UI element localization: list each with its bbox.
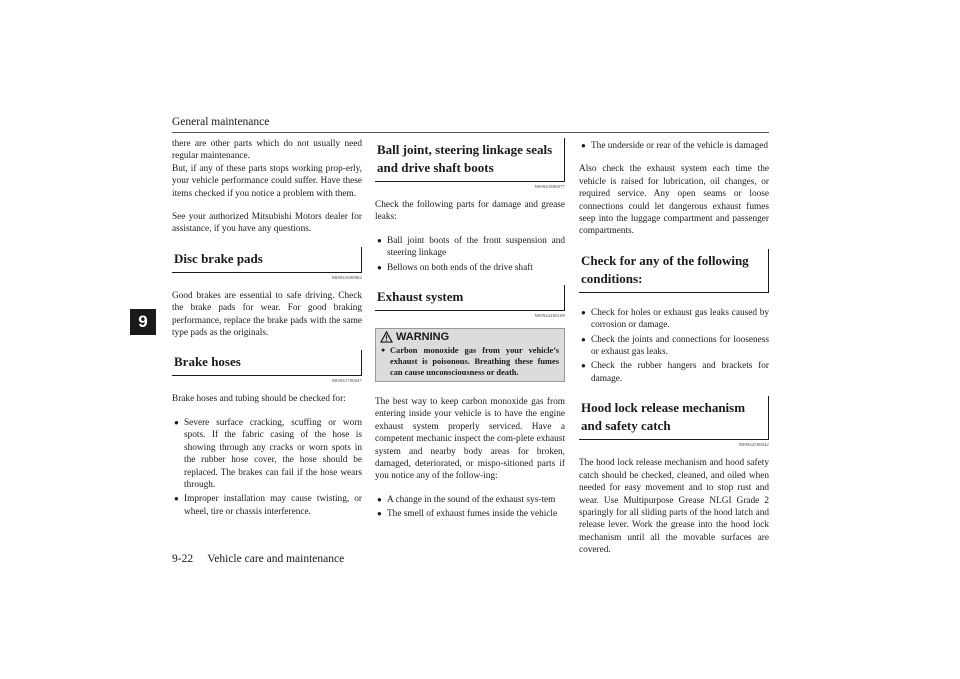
warning-box <box>375 328 565 382</box>
ball-joint-heading: Ball joint, steering linkage seals and drive shaft boots <box>375 138 565 182</box>
list-item: ● A change in the sound of the exhaust sys-tem <box>375 494 565 506</box>
exhaust-system-heading: Exhaust system <box>375 285 565 311</box>
disc-brake-pads-heading: Disc brake pads <box>172 247 362 273</box>
check-conditions-heading: Check for any of the following conditions: <box>579 249 769 293</box>
column-3 <box>579 138 769 568</box>
column-1 <box>172 138 362 529</box>
list-item: ● The smell of exhaust fumes inside the vehicle <box>375 508 565 520</box>
list-item: ● Severe surface cracking, scuffing or worn spots. If the fabric casing of the hose is showing through any cracks or worn spots in the rubber hose cover, the hose should be replaced. The brakes can fail if the hose wears through. <box>172 417 362 491</box>
intro-paragraph-2: But, if any of these parts stops working prop-erly, your vehicle performance could suffer. Have these items checked if you notice a problem with them. <box>172 163 362 199</box>
warning-triangle-icon <box>380 331 393 343</box>
disc-brake-pads-code: N00941600062 <box>331 274 362 280</box>
page-footer: 9-22 Vehicle care and maintenance <box>172 553 345 565</box>
warning-text: ● Carbon monoxide gas from your vehicle’s exhaust is poisonous. Breathing these fumes can cause unconsciousness or death. <box>376 345 564 378</box>
exhaust-system-list <box>375 494 565 521</box>
brake-hoses-list <box>172 417 362 518</box>
disc-brake-pads-text: Good brakes are essential to safe driving. Check the brake pads for wear. For good braking performance, replace the brake pads with the same type pads as the originals. <box>172 290 362 339</box>
exhaust-system-code: N00942200108 <box>534 313 565 319</box>
intro-paragraph-3: See your authorized Mitsubishi Motors dealer for assistance, if you have any questions. <box>172 212 362 235</box>
header-rule <box>172 132 769 133</box>
chapter-tab: 9 <box>130 309 156 335</box>
intro-paragraph-1: there are other parts which do not usually need regular maintenance. <box>172 139 362 162</box>
hood-lock-code: N00942500042 <box>738 442 769 448</box>
list-item: ● Check for holes or exhaust gas leaks caused by corrosion or damage. <box>579 307 769 332</box>
hood-lock-heading: Hood lock release mechanism and safety catch <box>579 396 769 440</box>
list-item: ● Improper installation may cause twisting, or wheel, tire or chassis interference. <box>172 493 362 518</box>
ball-joint-code: N00941800077 <box>534 184 565 189</box>
brake-hoses-text: Brake hoses and tubing should be checked for: <box>172 394 346 405</box>
hood-lock-text: The hood lock release mechanism and hood safety catch should be checked, cleaned, and oiled when needed for easy movement and to stop rust and wear. Use Multipurpose Grease NLGI Grade 2 sparingly for all sliding parts of the hood latch and release lever. Work the grease into the hood lock mechanism until all the movable surfaces are covered. <box>579 458 769 556</box>
exhaust-continued-list <box>579 140 769 152</box>
list-item: ● The underside or rear of the vehicle is damaged <box>579 140 769 152</box>
ball-joint-text: Check the following parts for damage and grease leaks: <box>375 200 565 223</box>
spacer <box>579 293 769 305</box>
exhaust-system-text: The best way to keep carbon monoxide gas from entering inside your vehicle is to have the engine exhaust system properly serviced. Have a competent mechanic inspect the com-plete exhaust system and nearby body areas for broken, damaged, deteriorated, or mispo-sitioned parts if you notice any of the follow-ing: <box>375 397 565 482</box>
also-check-text: Also check the exhaust system each time the vehicle is raised for lubrication, oil changes, or required service. Any open seams or loose connections could let dangerous exhaust fumes seep into the luggage compartment and passenger compartments. <box>579 164 769 237</box>
check-conditions-list <box>579 307 769 385</box>
ball-joint-list <box>375 235 565 274</box>
brake-hoses-heading: Brake hoses <box>172 350 362 376</box>
list-item: ● Bellows on both ends of the drive shaft <box>375 262 565 274</box>
running-header: General maintenance <box>172 116 270 128</box>
list-item: ● Ball joint boots of the front suspension and steering linkage <box>375 235 565 260</box>
list-item: ● Check the joints and connections for looseness or exhaust gas leaks. <box>579 334 769 359</box>
warning-title: WARNING <box>396 331 450 344</box>
list-item: ● Check the rubber hangers and brackets for damage. <box>579 360 769 385</box>
column-2 <box>375 138 565 532</box>
warning-header <box>376 329 564 345</box>
brake-hoses-code: N00941700047 <box>331 378 362 384</box>
